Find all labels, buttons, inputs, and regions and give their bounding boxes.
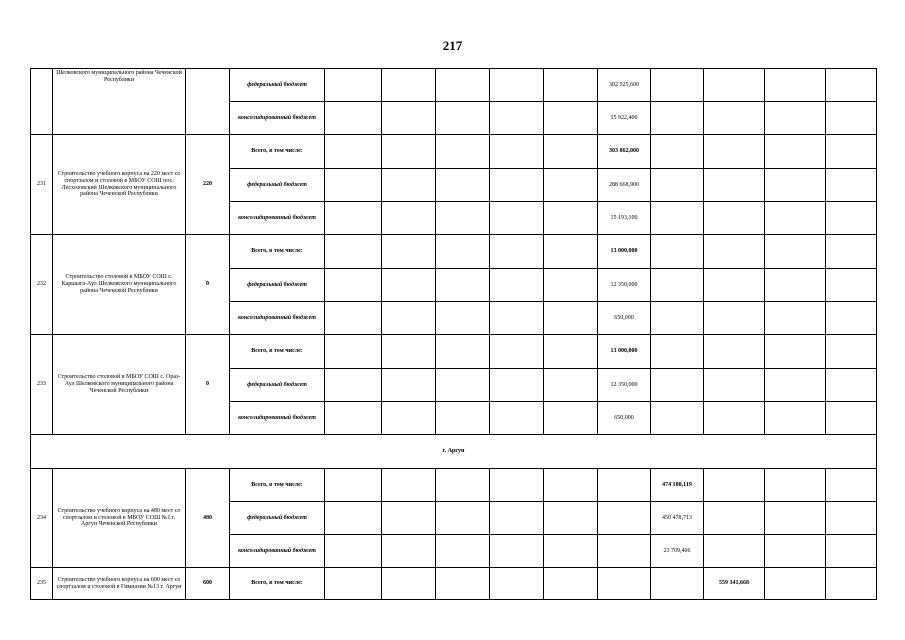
empty-cell bbox=[826, 202, 877, 235]
empty-cell bbox=[704, 202, 765, 235]
empty-cell bbox=[826, 335, 877, 369]
empty-cell bbox=[436, 102, 490, 135]
object-name: Строительство учебного корпуса на 220 мест со спортзалом и столовой в МБОУ СОШ пос. Лесхозовский Шелковского муниципального района Чеченской Республики bbox=[53, 135, 186, 235]
budget-type: федеральный бюджет bbox=[230, 269, 325, 302]
empty-cell bbox=[765, 469, 826, 502]
empty-cell bbox=[704, 469, 765, 502]
empty-cell bbox=[704, 69, 765, 102]
capacity-cell: 0 bbox=[186, 335, 230, 435]
table-row bbox=[31, 135, 877, 169]
empty-cell bbox=[598, 502, 651, 535]
empty-cell bbox=[765, 102, 826, 135]
empty-cell bbox=[436, 202, 490, 235]
value-cell: 474 188,119 bbox=[651, 469, 704, 502]
empty-cell bbox=[704, 269, 765, 302]
empty-cell bbox=[382, 335, 436, 369]
empty-cell bbox=[382, 269, 436, 302]
empty-cell bbox=[436, 535, 490, 568]
object-name: Строительство учебного корпуса на 480 мест со спортзалом и столовой в МБОУ СОШ №1 г. Аргун Чеченской Республики bbox=[53, 469, 186, 568]
empty-cell bbox=[826, 169, 877, 202]
budget-type: Всего, в том числе: bbox=[230, 235, 325, 269]
capacity-cell: 480 bbox=[186, 469, 230, 568]
empty-cell bbox=[544, 302, 598, 335]
empty-cell bbox=[490, 369, 544, 402]
empty-cell bbox=[765, 402, 826, 435]
empty-cell bbox=[490, 69, 544, 102]
empty-cell bbox=[544, 469, 598, 502]
empty-cell bbox=[651, 102, 704, 135]
empty-cell bbox=[325, 535, 382, 568]
city-row bbox=[31, 435, 877, 469]
table-row bbox=[31, 568, 877, 600]
empty-cell bbox=[436, 302, 490, 335]
empty-cell bbox=[765, 568, 826, 600]
empty-cell bbox=[490, 169, 544, 202]
empty-cell bbox=[325, 202, 382, 235]
empty-cell bbox=[704, 169, 765, 202]
empty-cell bbox=[598, 535, 651, 568]
budget-type: Всего, в том числе: bbox=[230, 568, 325, 600]
empty-cell bbox=[765, 169, 826, 202]
empty-cell bbox=[651, 369, 704, 402]
empty-cell bbox=[325, 335, 382, 369]
empty-cell bbox=[436, 169, 490, 202]
value-cell: 15 193,100 bbox=[598, 202, 651, 235]
value-cell: 559 341,668 bbox=[704, 568, 765, 600]
empty-cell bbox=[436, 568, 490, 600]
budget-type: Всего, в том числе: bbox=[230, 135, 325, 169]
empty-cell bbox=[826, 269, 877, 302]
row-number: 235 bbox=[31, 568, 53, 600]
empty-cell bbox=[598, 568, 651, 600]
value-cell: 13 000,000 bbox=[598, 235, 651, 269]
empty-cell bbox=[544, 568, 598, 600]
empty-cell bbox=[382, 102, 436, 135]
value-cell: 12 350,000 bbox=[598, 369, 651, 402]
empty-cell bbox=[544, 202, 598, 235]
empty-cell bbox=[325, 169, 382, 202]
empty-cell bbox=[544, 535, 598, 568]
budget-type: консолидированный бюджет bbox=[230, 202, 325, 235]
empty-cell bbox=[544, 502, 598, 535]
empty-cell bbox=[704, 235, 765, 269]
budget-type: консолидированный бюджет bbox=[230, 402, 325, 435]
value-cell: 650,000 bbox=[598, 302, 651, 335]
empty-cell bbox=[490, 535, 544, 568]
value-cell: 288 668,900 bbox=[598, 169, 651, 202]
city-header: г. Аргун bbox=[31, 435, 877, 469]
empty-cell bbox=[651, 235, 704, 269]
empty-cell bbox=[704, 135, 765, 169]
empty-cell bbox=[436, 269, 490, 302]
empty-cell bbox=[651, 202, 704, 235]
empty-cell bbox=[651, 269, 704, 302]
empty-cell bbox=[490, 302, 544, 335]
empty-cell bbox=[651, 169, 704, 202]
empty-cell bbox=[704, 402, 765, 435]
empty-cell bbox=[544, 369, 598, 402]
empty-cell bbox=[382, 469, 436, 502]
empty-cell bbox=[544, 402, 598, 435]
budget-type: Всего, в том числе: bbox=[230, 335, 325, 369]
object-name: Строительство учебного корпуса на 600 мест со спортзалом и столовой в Гимназии №13 г. Аргун bbox=[53, 568, 186, 600]
budget-type: федеральный бюджет bbox=[230, 69, 325, 102]
empty-cell bbox=[826, 69, 877, 102]
empty-cell bbox=[826, 469, 877, 502]
empty-cell bbox=[544, 102, 598, 135]
empty-cell bbox=[704, 102, 765, 135]
empty-cell bbox=[826, 135, 877, 169]
row-number: 231 bbox=[31, 135, 53, 235]
empty-cell bbox=[826, 502, 877, 535]
empty-cell bbox=[436, 502, 490, 535]
row-number: 233 bbox=[31, 335, 53, 435]
empty-cell bbox=[325, 235, 382, 269]
object-name: Шелковского муниципального района Чеченской Республики bbox=[53, 69, 186, 135]
value-cell: 650,000 bbox=[598, 402, 651, 435]
empty-cell bbox=[382, 69, 436, 102]
empty-cell bbox=[651, 335, 704, 369]
empty-cell bbox=[325, 302, 382, 335]
empty-cell bbox=[765, 502, 826, 535]
empty-cell bbox=[325, 102, 382, 135]
empty-cell bbox=[826, 302, 877, 335]
empty-cell bbox=[544, 269, 598, 302]
empty-cell bbox=[544, 135, 598, 169]
empty-cell bbox=[436, 369, 490, 402]
capacity-cell: 0 bbox=[186, 235, 230, 335]
empty-cell bbox=[765, 202, 826, 235]
empty-cell bbox=[765, 135, 826, 169]
empty-cell bbox=[826, 535, 877, 568]
object-name: Строительство столовой в МБОУ СОШ с. Каршыга-Аул Шелковского муниципального района Чеченской Республики bbox=[53, 235, 186, 335]
object-name: Строительство столовой в МБОУ СОШ с. Ораз-Аул Шелковского муниципального района Чеченской Республики bbox=[53, 335, 186, 435]
page-number: 217 bbox=[442, 38, 463, 53]
empty-cell bbox=[490, 469, 544, 502]
empty-cell bbox=[490, 568, 544, 600]
empty-cell bbox=[490, 235, 544, 269]
empty-cell bbox=[382, 502, 436, 535]
empty-cell bbox=[325, 135, 382, 169]
empty-cell bbox=[651, 302, 704, 335]
empty-cell bbox=[651, 135, 704, 169]
value-cell: 12 350,000 bbox=[598, 269, 651, 302]
empty-cell bbox=[544, 235, 598, 269]
budget-type: консолидированный бюджет bbox=[230, 302, 325, 335]
budget-type: Всего, в том числе: bbox=[230, 469, 325, 502]
empty-cell bbox=[382, 202, 436, 235]
empty-cell bbox=[490, 202, 544, 235]
empty-cell bbox=[765, 69, 826, 102]
capacity-cell: 220 bbox=[186, 135, 230, 235]
budget-table bbox=[30, 68, 877, 600]
empty-cell bbox=[325, 502, 382, 535]
budget-type: федеральный бюджет bbox=[230, 369, 325, 402]
value-cell: 450 478,713 bbox=[651, 502, 704, 535]
empty-cell bbox=[382, 135, 436, 169]
table-row bbox=[31, 469, 877, 502]
empty-cell bbox=[544, 335, 598, 369]
empty-cell bbox=[704, 369, 765, 402]
row-number: 232 bbox=[31, 235, 53, 335]
empty-cell bbox=[826, 369, 877, 402]
empty-cell bbox=[704, 302, 765, 335]
budget-type: консолидированный бюджет bbox=[230, 102, 325, 135]
empty-cell bbox=[490, 402, 544, 435]
empty-cell bbox=[598, 469, 651, 502]
empty-cell bbox=[826, 102, 877, 135]
empty-cell bbox=[490, 135, 544, 169]
empty-cell bbox=[544, 169, 598, 202]
empty-cell bbox=[436, 135, 490, 169]
value-cell: 13 000,000 bbox=[598, 335, 651, 369]
empty-cell bbox=[544, 69, 598, 102]
empty-cell bbox=[826, 402, 877, 435]
empty-cell bbox=[436, 235, 490, 269]
empty-cell bbox=[651, 568, 704, 600]
empty-cell bbox=[765, 535, 826, 568]
budget-type: консолидированный бюджет bbox=[230, 535, 325, 568]
capacity-cell bbox=[186, 69, 230, 135]
empty-cell bbox=[765, 369, 826, 402]
budget-type: федеральный бюджет bbox=[230, 169, 325, 202]
empty-cell bbox=[382, 302, 436, 335]
empty-cell bbox=[436, 469, 490, 502]
empty-cell bbox=[704, 502, 765, 535]
empty-cell bbox=[325, 269, 382, 302]
empty-cell bbox=[765, 335, 826, 369]
empty-cell bbox=[436, 69, 490, 102]
value-cell: 15 922,400 bbox=[598, 102, 651, 135]
table-row bbox=[31, 335, 877, 369]
empty-cell bbox=[382, 402, 436, 435]
empty-cell bbox=[382, 535, 436, 568]
empty-cell bbox=[490, 502, 544, 535]
empty-cell bbox=[325, 369, 382, 402]
empty-cell bbox=[325, 69, 382, 102]
empty-cell bbox=[436, 335, 490, 369]
row-number: 234 bbox=[31, 469, 53, 568]
empty-cell bbox=[325, 568, 382, 600]
table-row bbox=[31, 69, 877, 102]
empty-cell bbox=[765, 235, 826, 269]
empty-cell bbox=[325, 469, 382, 502]
empty-cell bbox=[382, 169, 436, 202]
empty-cell bbox=[826, 235, 877, 269]
empty-cell bbox=[382, 568, 436, 600]
empty-cell bbox=[436, 402, 490, 435]
empty-cell bbox=[490, 335, 544, 369]
empty-cell bbox=[704, 535, 765, 568]
capacity-cell: 600 bbox=[186, 568, 230, 600]
budget-type: федеральный бюджет bbox=[230, 502, 325, 535]
empty-cell bbox=[765, 302, 826, 335]
value-cell: 302 525,600 bbox=[598, 69, 651, 102]
empty-cell bbox=[382, 235, 436, 269]
empty-cell bbox=[490, 102, 544, 135]
row-number bbox=[31, 69, 53, 135]
value-cell: 303 862,000 bbox=[598, 135, 651, 169]
empty-cell bbox=[651, 402, 704, 435]
empty-cell bbox=[382, 369, 436, 402]
empty-cell bbox=[704, 335, 765, 369]
empty-cell bbox=[651, 69, 704, 102]
empty-cell bbox=[826, 568, 877, 600]
value-cell: 23 709,406 bbox=[651, 535, 704, 568]
empty-cell bbox=[765, 269, 826, 302]
empty-cell bbox=[490, 269, 544, 302]
empty-cell bbox=[325, 402, 382, 435]
table-row bbox=[31, 235, 877, 269]
